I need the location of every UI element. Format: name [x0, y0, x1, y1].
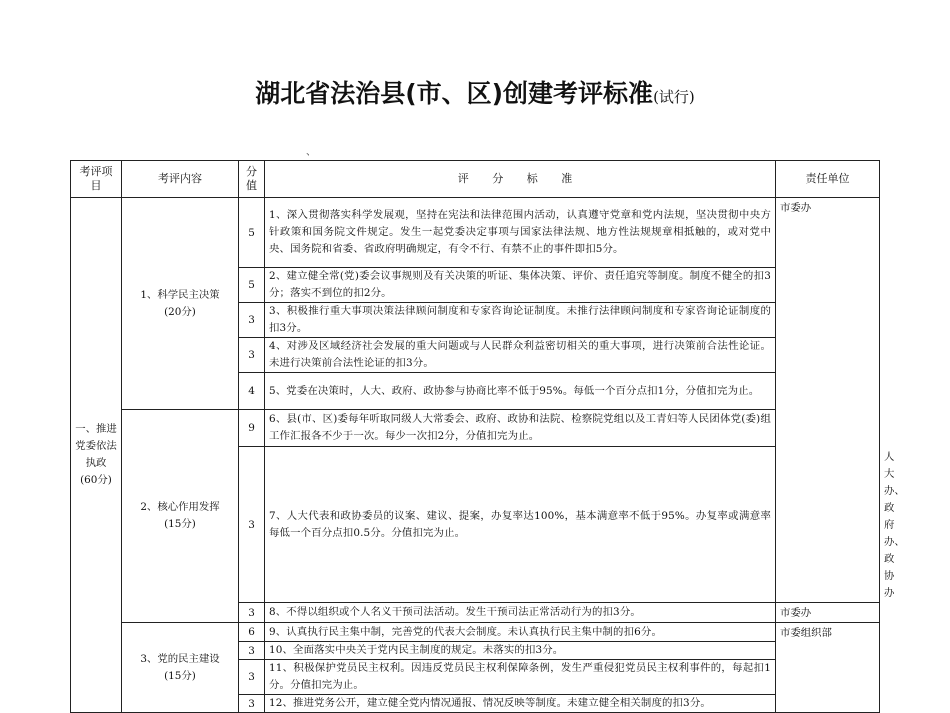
criteria-cell: 11、积极保护党员民主权利。因违反党员民主权利保障条例，发生严重侵犯党员民主权利事件的，每起扣1分。分值扣完为止。 [265, 660, 776, 695]
score-cell: 3 [239, 642, 265, 660]
criteria-cell: 4、对涉及区域经济社会发展的重大问题或与人民群众利益密切相关的重大事项，进行决策前合法性论证。未进行决策前合法性论证的扣3分。 [265, 338, 776, 373]
section-cell [71, 198, 122, 713]
header-unit: 责任单位 [776, 161, 880, 198]
evaluation-table [70, 160, 905, 713]
group-name: 2、核心作用发挥 [140, 501, 220, 513]
criteria-cell: 3、积极推行重大事项决策法律顾问制度和专家咨询论证制度。未推行法律顾问制度和专家咨询论证制度的扣3分。 [265, 303, 776, 338]
criteria-cell: 5、党委在决策时，人大、政府、政协参与协商比率不低于95%。每低一个百分点扣1分，分值扣完为止。 [265, 373, 776, 410]
score-cell: 4 [239, 373, 265, 410]
group-points: (15分) [164, 518, 196, 530]
group-cell [122, 410, 239, 623]
section-name: 一、推进党委依法执政 [75, 423, 117, 469]
header-criteria: 评 分 标 准 [265, 161, 776, 198]
criteria-cell: 6、县(市、区)委每年听取同级人大常委会、政府、政协和法院、检察院党组以及工青妇等人民团体党(委)组工作汇报各不少于一次。每少一次扣2分，分值扣完为止。 [265, 410, 776, 447]
criteria-cell: 2、建立健全常(党)委会议事规则及有关决策的听证、集体决策、评价、责任追究等制度。制度不健全的扣3分；落实不到位的扣2分。 [265, 268, 776, 303]
unit-cell: 市委办 [776, 198, 880, 603]
criteria-cell: 7、人大代表和政协委员的议案、建议、提案，办复率达100%，基本满意率不低于95%。办复率或满意率每低一个百分点扣0.5分。分值扣完为止。 [265, 447, 776, 603]
group-cell [122, 198, 239, 410]
table-row: 3 7、人大代表和政协委员的议案、建议、提案，办复率达100%，基本满意率不低于95%。办复率或满意率每低一个百分点扣0.5分。分值扣完为止。 人大办、政府办、政协办 [71, 447, 880, 603]
score-cell: 3 [239, 603, 265, 623]
score-cell: 3 [239, 338, 265, 373]
group-cell [122, 623, 239, 713]
score-cell: 3 [239, 660, 265, 695]
criteria-cell: 12、推进党务公开，建立健全党内情况通报、情况反映等制度。未建立健全相关制度的扣3分。 [265, 695, 776, 713]
header-content: 考评内容 [122, 161, 239, 198]
criteria-cell: 1、深入贯彻落实科学发展观，坚持在宪法和法律范围内活动，认真遵守党章和党内法规，坚决贯彻中央方针政策和国务院文件规定。发生一起党委决定事项与国家法律法规、地方性法规规章相抵触的，或对党中央、国务院和省委、省政府明确规定，有令不行、有禁不止的事件即扣5分。 [265, 198, 776, 268]
criteria-cell: 10、全面落实中央关于党内民主制度的规定。未落实的扣3分。 [265, 642, 776, 660]
title-block [0, 74, 950, 110]
group-name: 3、党的民主建设 [140, 652, 220, 665]
score-cell: 5 [239, 268, 265, 303]
criteria-cell: 9、认真执行民主集中制，完善党的代表大会制度。未认真执行民主集中制的扣6分。 [265, 623, 776, 642]
score-cell: 3 [239, 303, 265, 338]
section-points: (60分) [80, 474, 112, 486]
score-cell: 9 [239, 410, 265, 447]
header-item: 考评项目 [71, 161, 122, 198]
stray-mark: 、 [306, 147, 316, 158]
title-suffix: (试行) [653, 88, 695, 106]
unit-cell: 市委办 [776, 603, 880, 623]
score-cell: 3 [239, 695, 265, 713]
document-title: 湖北省法治县(市、区)创建考评标准 [255, 79, 654, 108]
table-row [71, 410, 880, 447]
header-row [71, 161, 880, 198]
unit-cell: 市委组织部 [776, 623, 880, 713]
group-points: (15分) [164, 669, 196, 682]
group-points: (20分) [164, 305, 196, 318]
group-name: 1、科学民主决策 [140, 288, 220, 301]
score-cell: 5 [239, 198, 265, 268]
header-score: 分值 [239, 161, 265, 198]
criteria-cell: 8、不得以组织或个人名义干预司法活动。发生干预司法正常活动行为的扣3分。 [265, 603, 776, 623]
score-cell: 6 [239, 623, 265, 642]
table-row [71, 623, 880, 642]
score-cell: 3 [239, 447, 265, 603]
table-row [71, 198, 880, 268]
